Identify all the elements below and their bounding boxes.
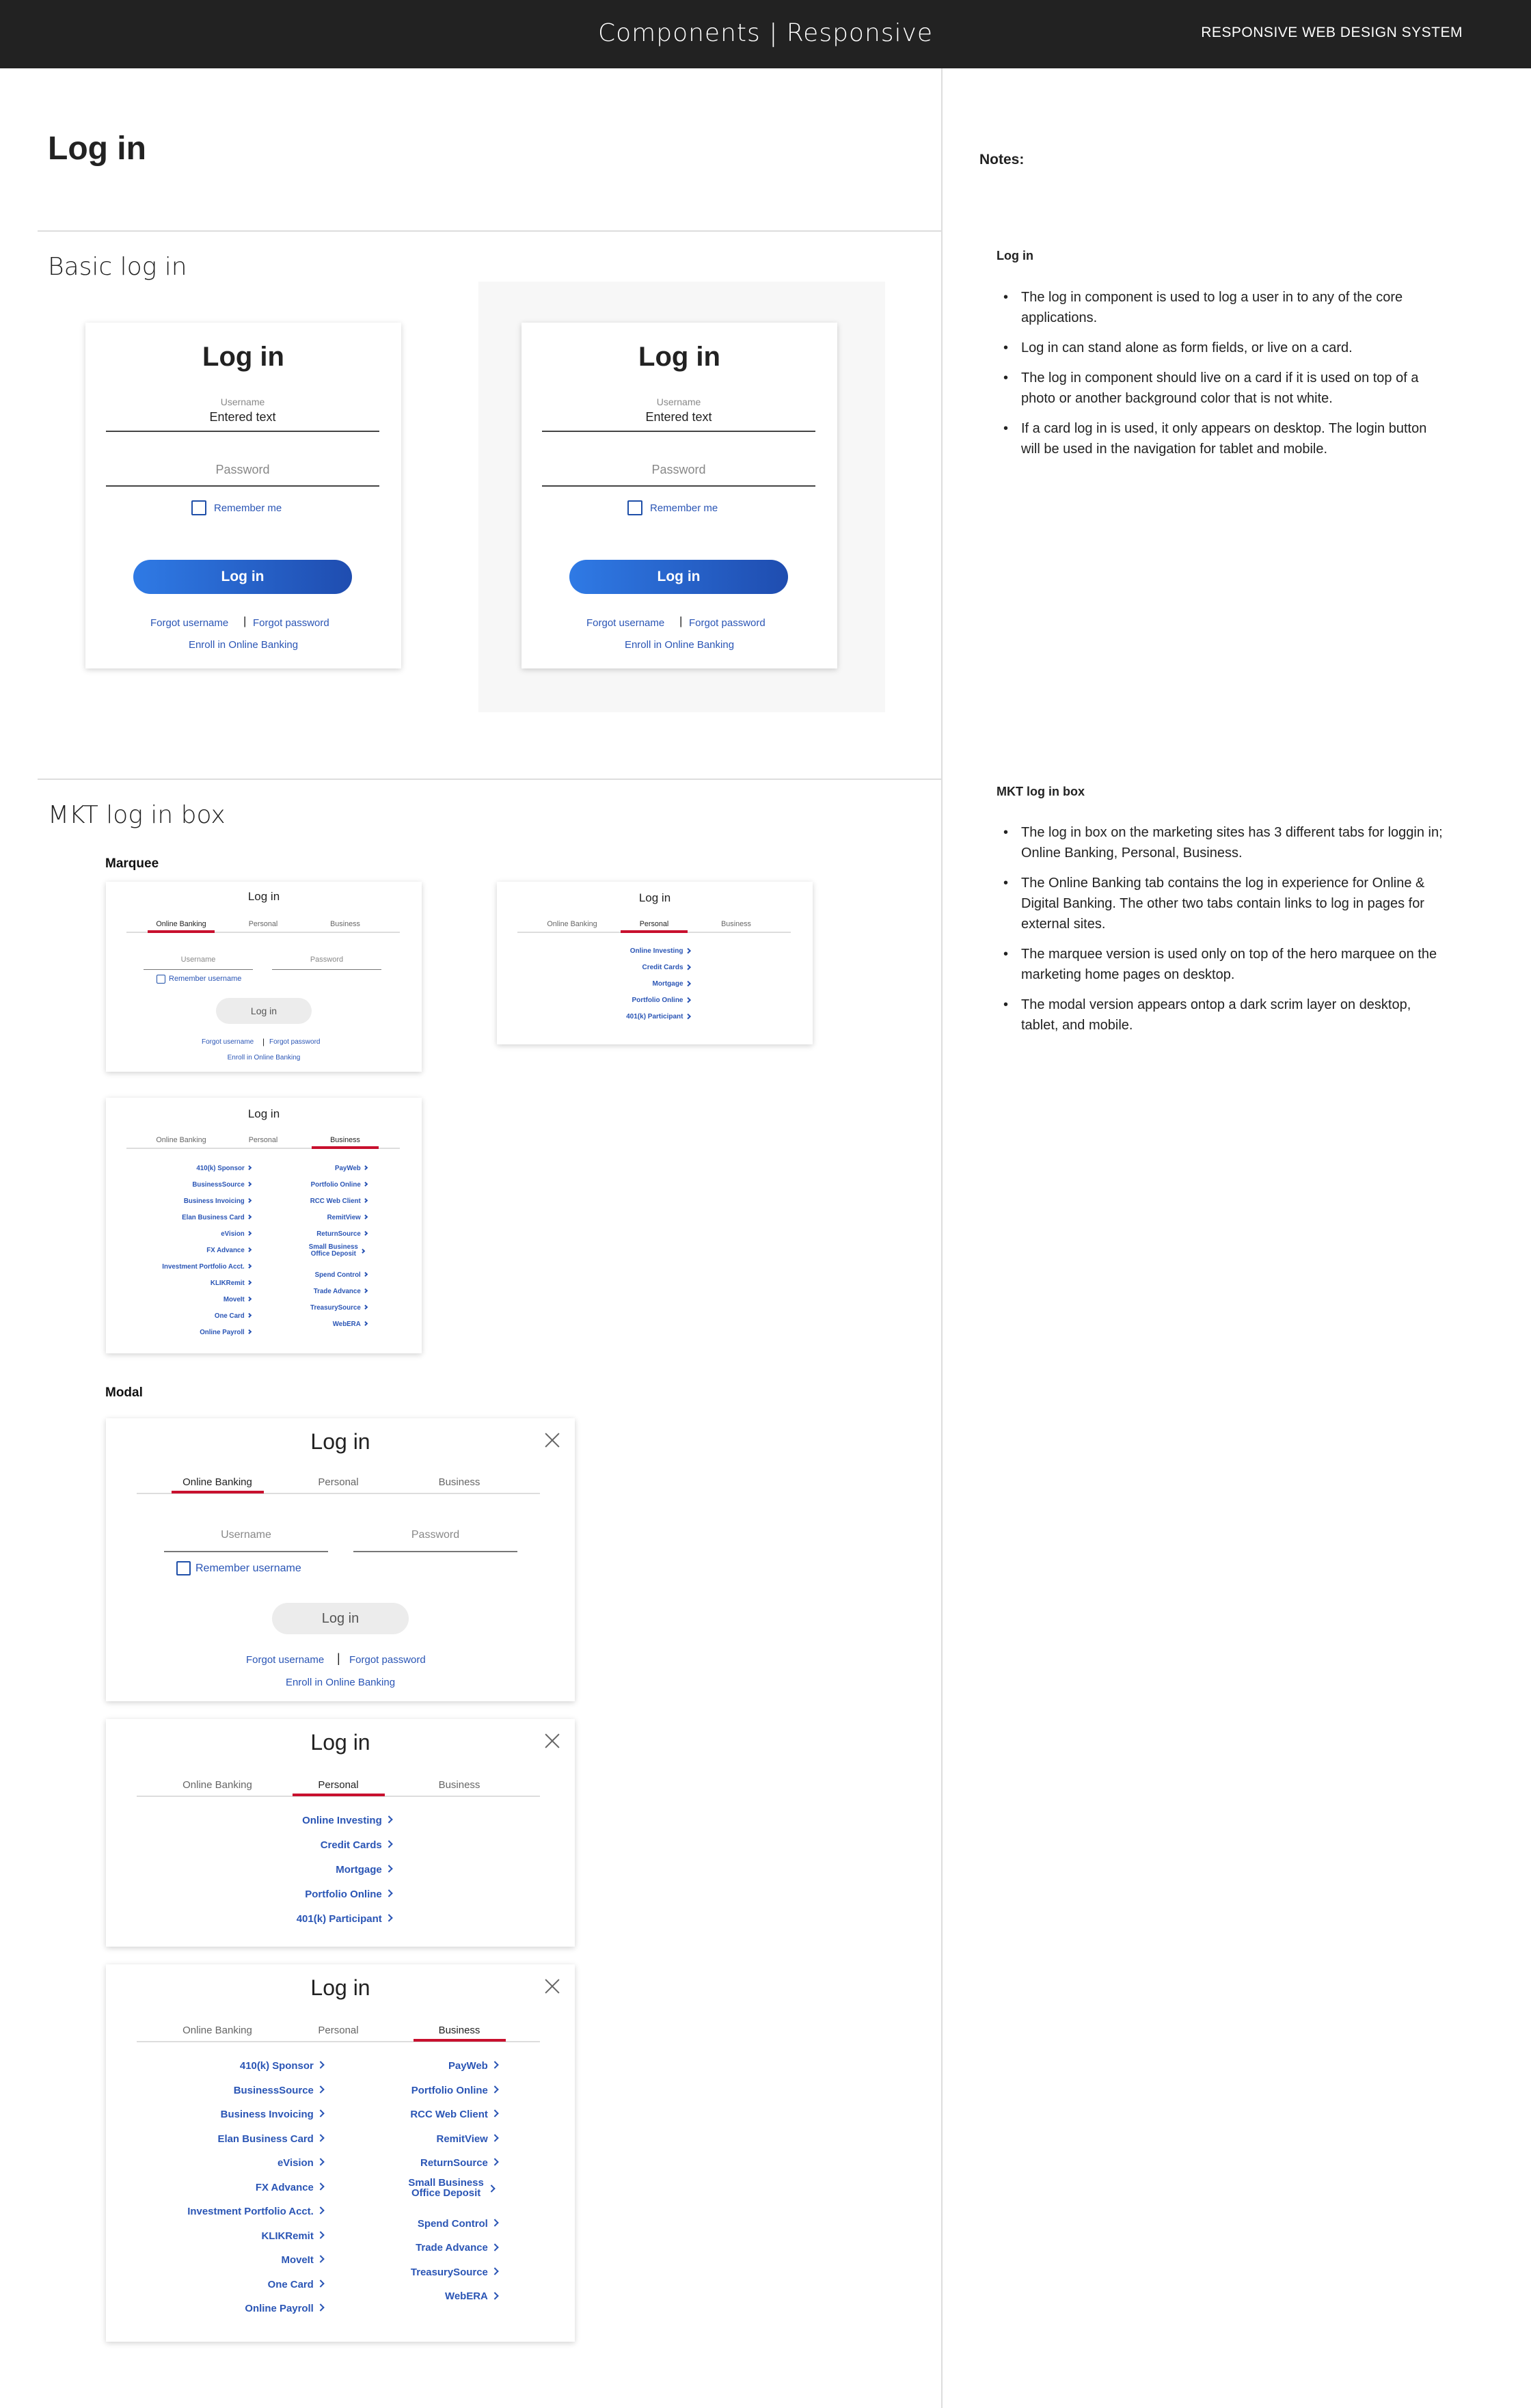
remember-label: Remember username: [195, 1563, 301, 1574]
business-link[interactable]: [327, 1214, 367, 1221]
business-link[interactable]: [261, 2230, 323, 2242]
chevron-right-icon: [491, 2134, 499, 2142]
business-link[interactable]: [411, 2267, 498, 2278]
active-tab-indicator: [293, 1794, 385, 1796]
notes-login-heading: Log in: [997, 249, 1033, 262]
chevron-right-icon: [363, 1198, 368, 1204]
business-link-label: TreasurySource: [410, 2266, 488, 2278]
business-link-label: Business Invoicing: [183, 1198, 245, 1205]
tab-business[interactable]: Business: [330, 1136, 360, 1144]
link-separator: |: [262, 1037, 265, 1046]
personal-link-label: Mortgage: [652, 980, 683, 988]
business-link-label: PayWeb: [448, 2060, 488, 2072]
business-link[interactable]: [162, 1263, 251, 1271]
personal-link[interactable]: [632, 997, 690, 1004]
business-link[interactable]: [211, 1280, 251, 1287]
login-card: [85, 323, 401, 668]
top-bar: [0, 0, 1531, 68]
chevron-right-icon: [491, 2159, 499, 2167]
link-separator: |: [337, 1651, 340, 1665]
close-icon[interactable]: [542, 1731, 561, 1750]
business-link[interactable]: [218, 2133, 323, 2145]
chevron-right-icon: [491, 2085, 499, 2094]
modal-business: [106, 1964, 575, 2342]
chevron-right-icon: [316, 2159, 325, 2167]
note-item: • The Online Banking tab contains the log in experience for Online & Digital Banking. The other two tabs contain links to log in pages for external sites.: [1003, 873, 1448, 934]
forgot-password-link[interactable]: Forgot password: [269, 1038, 321, 1046]
password-underline: [353, 1551, 517, 1552]
modal-title: Log in: [310, 1429, 370, 1454]
notes-mkt-heading: MKT log in box: [997, 785, 1085, 798]
business-link-label: Online Payroll: [245, 2303, 314, 2314]
business-link-label: WebERA: [332, 1321, 361, 1328]
personal-link[interactable]: [626, 1013, 690, 1020]
login-button[interactable]: Log in: [133, 560, 352, 594]
chevron-right-icon: [685, 964, 690, 969]
chevron-right-icon: [247, 1313, 252, 1318]
chevron-right-icon: [491, 2243, 499, 2251]
section-divider: [38, 779, 941, 780]
business-link[interactable]: [315, 1271, 367, 1279]
chevron-right-icon: [685, 1013, 690, 1018]
business-link-label: Small Business Office Deposit: [308, 1243, 358, 1258]
remember-checkbox[interactable]: [176, 1561, 191, 1575]
active-tab-indicator: [172, 1491, 264, 1493]
chevron-right-icon: [247, 1329, 252, 1335]
login-button[interactable]: Log in: [272, 1603, 409, 1634]
password-input[interactable]: Password: [411, 1529, 460, 1541]
business-link[interactable]: [221, 2109, 323, 2120]
chevron-right-icon: [363, 1305, 368, 1310]
password-input[interactable]: Password: [651, 463, 706, 476]
business-link[interactable]: [245, 2303, 323, 2314]
section-title-basic: Basic log in: [48, 253, 187, 281]
personal-link[interactable]: [302, 1815, 392, 1826]
business-link-label: BusinessSource: [192, 1181, 245, 1189]
chevron-right-icon: [385, 1816, 393, 1824]
chevron-right-icon: [385, 1915, 393, 1923]
chevron-right-icon: [247, 1280, 252, 1286]
chevron-right-icon: [363, 1215, 368, 1220]
business-link[interactable]: [268, 2279, 323, 2290]
password-underline: [106, 485, 379, 487]
card-title: Log in: [247, 890, 280, 903]
link-separator: |: [679, 614, 683, 627]
chevron-right-icon: [491, 2110, 499, 2118]
marquee-online-banking: [106, 882, 422, 1072]
business-link-label: Elan Business Card: [182, 1214, 245, 1221]
personal-link-label: 401(k) Participant: [626, 1013, 683, 1020]
chevron-right-icon: [685, 997, 690, 1002]
business-link-label: Portfolio Online: [411, 2084, 488, 2096]
tab-personal[interactable]: Personal: [248, 920, 278, 928]
modal-personal: [106, 1719, 575, 1947]
chevron-right-icon: [363, 1231, 368, 1236]
username-label: Username: [656, 396, 701, 407]
business-link[interactable]: [221, 1230, 251, 1238]
business-link[interactable]: [311, 1181, 367, 1189]
modal-title: Log in: [310, 1730, 370, 1755]
remember-checkbox[interactable]: [157, 975, 165, 984]
chevron-right-icon: [491, 2292, 499, 2300]
tab-business[interactable]: Business: [438, 2025, 480, 2036]
business-link[interactable]: [418, 2218, 498, 2230]
note-item: • The log in box on the marketing sites has 3 different tabs for loggin in; Online Banking, Personal, Business.: [1003, 822, 1448, 863]
business-link[interactable]: [215, 1312, 251, 1320]
personal-link-label: Online Investing: [629, 947, 683, 955]
password-input[interactable]: Password: [215, 463, 270, 476]
column-divider: [941, 68, 943, 2408]
chevron-right-icon: [316, 2061, 325, 2070]
business-link[interactable]: [445, 2290, 498, 2302]
personal-link[interactable]: [336, 1864, 392, 1876]
business-link[interactable]: [223, 1296, 251, 1303]
business-link-label: Spend Control: [314, 1271, 361, 1279]
tab-online-banking[interactable]: Online Banking: [156, 1136, 206, 1144]
forgot-username-link[interactable]: Forgot username: [202, 1038, 254, 1046]
business-link[interactable]: [187, 2206, 323, 2217]
business-link[interactable]: [416, 2242, 498, 2254]
chevron-right-icon: [363, 1288, 368, 1294]
tab-personal[interactable]: Personal: [318, 1779, 359, 1791]
business-link-label: Elan Business Card: [217, 2133, 314, 2145]
business-link-label: BusinessSource: [233, 2084, 314, 2096]
business-link-label: Investment Portfolio Acct.: [162, 1263, 245, 1271]
personal-link[interactable]: [305, 1889, 392, 1900]
chevron-right-icon: [363, 1182, 368, 1187]
business-link-label: WebERA: [445, 2290, 488, 2303]
note-item: • If a card log in is used, it only appears on desktop. The login button will be used in the navigation for tablet and mobile.: [1003, 418, 1448, 459]
personal-link-label: Credit Cards: [320, 1839, 382, 1851]
chevron-right-icon: [685, 947, 690, 953]
business-link-label: Small Business Office Deposit: [408, 2176, 484, 2200]
personal-link-label: 401(k) Participant: [296, 1913, 382, 1925]
personal-link[interactable]: [653, 980, 690, 988]
business-link-label: One Card: [267, 2278, 314, 2290]
username-input[interactable]: Username: [180, 956, 216, 964]
business-link[interactable]: [310, 1304, 367, 1312]
page-title: Log in: [48, 131, 146, 167]
chevron-right-icon: [316, 2110, 325, 2118]
business-link-label: FX Advance: [206, 1247, 245, 1254]
chevron-right-icon: [247, 1182, 252, 1187]
note-item: • The marquee version is used only on top of the hero marquee on the marketing home pages on desktop.: [1003, 944, 1448, 985]
remember-label: Remember username: [169, 975, 242, 983]
note-item: • The modal version appears ontop a dark scrim layer on desktop, tablet, and mobile.: [1003, 995, 1448, 1036]
card-title: Log in: [638, 891, 671, 904]
chevron-right-icon: [247, 1231, 252, 1236]
chevron-right-icon: [247, 1264, 252, 1269]
chevron-right-icon: [363, 1165, 368, 1171]
business-link-label: RCC Web Client: [410, 2109, 488, 2120]
active-tab-indicator: [148, 930, 214, 933]
chevron-right-icon: [491, 2267, 499, 2275]
business-link-label: KLIKRemit: [261, 2230, 314, 2242]
password-underline: [542, 485, 815, 487]
business-link[interactable]: [333, 1321, 367, 1328]
business-link[interactable]: [182, 1214, 251, 1221]
tab-personal[interactable]: Personal: [248, 1136, 278, 1144]
chevron-right-icon: [363, 1321, 368, 1327]
business-link-label: FX Advance: [255, 2181, 314, 2193]
personal-link-label: Portfolio Online: [305, 1889, 382, 1900]
personal-link-label: Online Investing: [302, 1815, 382, 1826]
business-link[interactable]: [437, 2133, 498, 2145]
tab-personal[interactable]: Personal: [639, 920, 669, 928]
business-link-label: KLIKRemit: [210, 1280, 245, 1287]
business-link-label: eVision: [221, 1230, 245, 1238]
chevron-right-icon: [360, 1249, 366, 1254]
chevron-right-icon: [487, 2185, 496, 2193]
chevron-right-icon: [247, 1165, 252, 1171]
chevron-right-icon: [385, 1841, 393, 1849]
personal-link-label: Mortgage: [336, 1864, 382, 1876]
username-underline: [144, 969, 253, 970]
tab-business[interactable]: Business: [330, 920, 360, 928]
card-title: Log in: [247, 1107, 280, 1120]
marquee-personal: [497, 882, 813, 1044]
subsection-modal: Modal: [105, 1385, 143, 1400]
business-link[interactable]: [448, 2060, 498, 2072]
business-link-label: Online Payroll: [200, 1329, 245, 1336]
business-link[interactable]: [200, 1329, 251, 1336]
business-link[interactable]: [192, 1181, 251, 1189]
business-link-label: ReturnSource: [420, 2157, 488, 2169]
login-button[interactable]: Log in: [569, 560, 788, 594]
business-link-label: TreasurySource: [310, 1304, 361, 1312]
active-tab-indicator: [312, 1146, 378, 1149]
business-link[interactable]: [310, 1198, 367, 1205]
tab-personal[interactable]: Personal: [318, 2025, 359, 2036]
modal-title: Log in: [310, 1975, 370, 2000]
forgot-username-link[interactable]: Forgot username: [150, 617, 229, 629]
forgot-password-link[interactable]: Forgot password: [689, 617, 766, 629]
tab-online-banking[interactable]: Online Banking: [182, 2025, 252, 2036]
enroll-link[interactable]: Enroll in Online Banking: [624, 639, 735, 651]
chevron-right-icon: [247, 1198, 252, 1204]
notes-heading: Notes:: [979, 152, 1025, 167]
business-link-label: RemitView: [327, 1214, 361, 1221]
username-underline: [106, 431, 379, 432]
password-input[interactable]: Password: [310, 956, 344, 964]
marquee-business: [106, 1098, 422, 1353]
business-link[interactable]: [184, 1198, 251, 1205]
username-input[interactable]: Entered text: [645, 410, 712, 424]
design-system-label: RESPONSIVE WEB DESIGN SYSTEM: [1201, 25, 1463, 40]
close-icon[interactable]: [542, 1431, 561, 1450]
chevron-right-icon: [316, 2256, 325, 2264]
active-tab-indicator: [621, 930, 687, 933]
active-tab-indicator: [414, 2039, 506, 2042]
remember-label: Remember me: [650, 502, 718, 514]
chevron-right-icon: [491, 2061, 499, 2070]
business-link-label: eVision: [277, 2157, 314, 2169]
login-button[interactable]: Log in: [216, 998, 312, 1024]
tab-personal[interactable]: Personal: [318, 1476, 359, 1488]
business-link-label: Business Invoicing: [220, 2109, 314, 2120]
business-link[interactable]: [314, 1288, 367, 1295]
chevron-right-icon: [316, 2134, 325, 2142]
tab-online-banking[interactable]: Online Banking: [182, 1779, 252, 1791]
business-link-label: RemitView: [436, 2133, 488, 2145]
section-divider: [38, 230, 941, 232]
notes-mkt-list: [1003, 822, 1448, 1045]
username-input[interactable]: Username: [221, 1529, 271, 1541]
card-title: Log in: [202, 342, 284, 372]
business-link-label: Portfolio Online: [310, 1181, 361, 1189]
tab-online-banking[interactable]: Online Banking: [547, 920, 597, 928]
business-link-label: One Card: [214, 1312, 245, 1320]
business-link[interactable]: [234, 2085, 323, 2096]
business-link-label: PayWeb: [334, 1165, 361, 1172]
remember-checkbox[interactable]: [191, 500, 206, 515]
chevron-right-icon: [385, 1865, 393, 1873]
forgot-password-link[interactable]: Forgot password: [349, 1654, 426, 1666]
enroll-link[interactable]: Enroll in Online Banking: [285, 1677, 396, 1688]
business-link-label: Trade Advance: [313, 1288, 361, 1295]
note-item: • The log in component is used to log a user in to any of the core applications.: [1003, 287, 1448, 328]
chevron-right-icon: [316, 2207, 325, 2215]
personal-link-label: Portfolio Online: [632, 997, 683, 1004]
chevron-right-icon: [491, 2219, 499, 2227]
business-link[interactable]: [206, 1247, 251, 1254]
username-input[interactable]: Entered text: [209, 410, 276, 424]
business-link[interactable]: [335, 1165, 367, 1172]
chevron-right-icon: [385, 1890, 393, 1898]
notes-login-list: [1003, 287, 1448, 469]
chevron-right-icon: [316, 2085, 325, 2094]
username-underline: [542, 431, 815, 432]
chevron-right-icon: [316, 2182, 325, 2191]
business-link-label: Trade Advance: [416, 2242, 488, 2254]
remember-checkbox[interactable]: [627, 500, 642, 515]
header-title: Components | Responsive: [598, 19, 933, 47]
business-link[interactable]: [256, 2182, 323, 2193]
tab-business[interactable]: Business: [721, 920, 751, 928]
personal-link-label: Credit Cards: [642, 964, 683, 971]
business-link-label: Spend Control: [417, 2217, 488, 2230]
business-link-label: MoveIt: [281, 2254, 314, 2266]
business-link[interactable]: [196, 1165, 251, 1172]
business-link[interactable]: [403, 2178, 498, 2199]
chevron-right-icon: [316, 2280, 325, 2288]
business-link[interactable]: [420, 2157, 498, 2169]
password-underline: [272, 969, 381, 970]
tab-online-banking[interactable]: Online Banking: [156, 920, 206, 928]
chevron-right-icon: [247, 1247, 252, 1253]
login-card: [521, 323, 837, 668]
chevron-right-icon: [685, 980, 690, 986]
tab-online-banking[interactable]: Online Banking: [182, 1476, 252, 1488]
personal-link[interactable]: [630, 947, 690, 955]
business-link-label: ReturnSource: [316, 1230, 361, 1238]
personal-link[interactable]: [297, 1913, 392, 1925]
enroll-link[interactable]: Enroll in Online Banking: [227, 1054, 301, 1061]
personal-link[interactable]: [642, 964, 690, 971]
business-link-label: 410(k) Sponsor: [239, 2060, 314, 2072]
business-link[interactable]: [240, 2060, 323, 2072]
chevron-right-icon: [247, 1297, 252, 1302]
close-icon[interactable]: [542, 1977, 561, 1996]
remember-label: Remember me: [214, 502, 282, 514]
business-link[interactable]: [316, 1230, 367, 1238]
business-link[interactable]: [282, 2254, 324, 2266]
username-label: Username: [220, 396, 265, 407]
forgot-username-link[interactable]: Forgot username: [586, 617, 665, 629]
business-link[interactable]: [410, 2109, 498, 2120]
personal-link[interactable]: [321, 1839, 392, 1851]
business-link[interactable]: [411, 2085, 498, 2096]
business-link-label: Investment Portfolio Acct.: [187, 2206, 314, 2217]
enroll-link[interactable]: Enroll in Online Banking: [188, 639, 299, 651]
business-link-label: 410(k) Sponsor: [196, 1165, 245, 1172]
section-title-mkt: MKT log in box: [48, 801, 226, 829]
tab-business[interactable]: Business: [438, 1476, 480, 1488]
business-link-label: MoveIt: [223, 1296, 245, 1303]
chevron-right-icon: [363, 1272, 368, 1277]
chevron-right-icon: [316, 2304, 325, 2312]
card-title: Log in: [638, 342, 720, 372]
subsection-marquee: Marquee: [105, 856, 159, 871]
link-separator: |: [243, 614, 247, 627]
forgot-password-link[interactable]: Forgot password: [253, 617, 329, 629]
chevron-right-icon: [316, 2231, 325, 2239]
business-link-label: RCC Web Client: [310, 1198, 361, 1205]
note-item: • Log in can stand alone as form fields, or live on a card.: [1003, 338, 1448, 358]
username-underline: [164, 1551, 328, 1552]
business-link[interactable]: [306, 1244, 367, 1258]
forgot-username-link[interactable]: Forgot username: [246, 1654, 325, 1666]
chevron-right-icon: [247, 1215, 252, 1220]
tab-business[interactable]: Business: [438, 1779, 480, 1791]
business-link[interactable]: [277, 2157, 323, 2169]
modal-online-banking: [106, 1418, 575, 1701]
note-item: • The log in component should live on a card if it is used on top of a photo or another background color that is not white.: [1003, 368, 1448, 409]
